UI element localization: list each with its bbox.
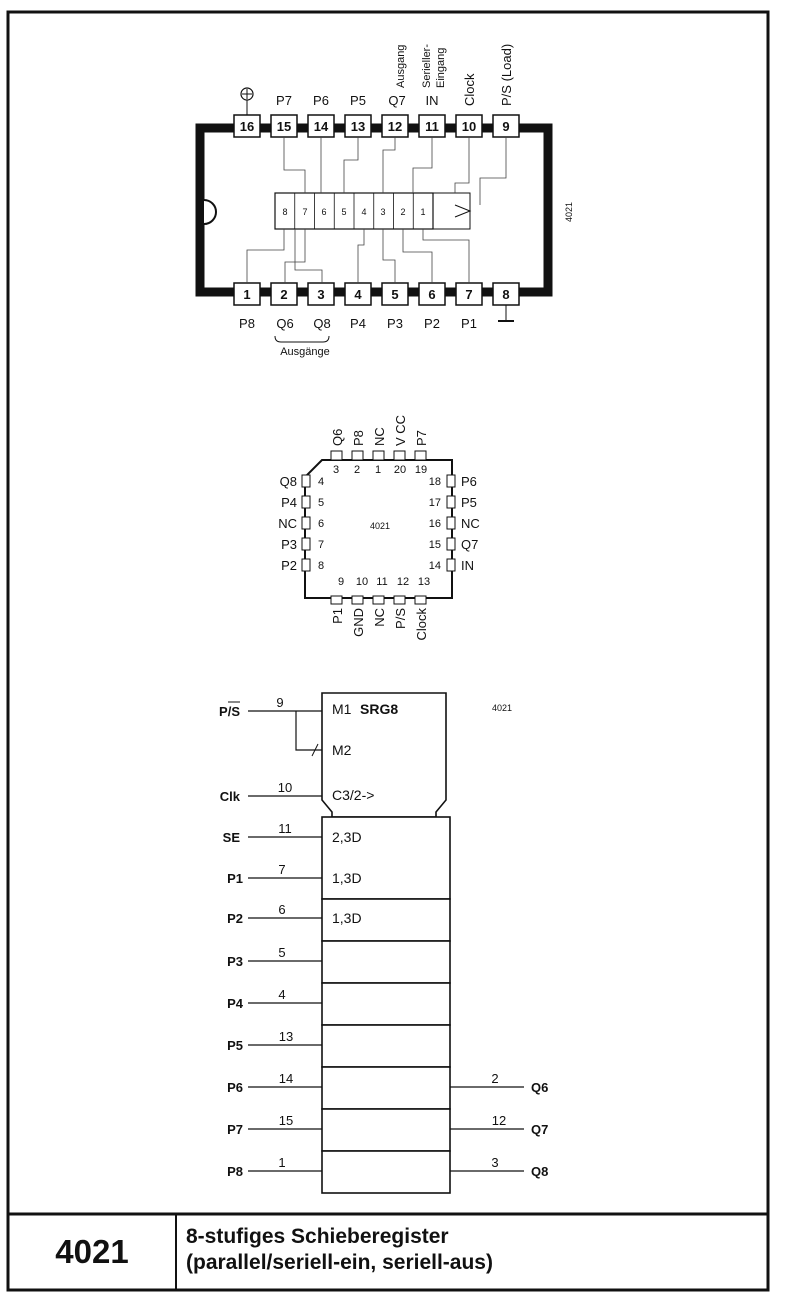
plcc-label-q6: Q6: [330, 428, 345, 446]
serial-outputs: [450, 1071, 548, 1179]
plcc-label-nc-right: NC: [461, 516, 480, 531]
outputs-brace: [275, 336, 329, 342]
dip-pin-2: 2: [280, 287, 288, 302]
input-label-p8: P8: [227, 1164, 243, 1179]
plcc-label-p3: P3: [281, 537, 297, 552]
plcc-pin-11: 11: [376, 576, 388, 588]
dip-pin-10: 10: [461, 119, 477, 134]
dip-label-q6: Q6: [276, 316, 294, 331]
dip-pin-7: 7: [465, 287, 473, 302]
dip-top-labels: [241, 44, 514, 115]
ps-input-label: P/S: [219, 704, 240, 719]
dip-pin-3: 3: [317, 287, 325, 302]
dip-pin-14: 14: [313, 119, 329, 134]
input-pin-p8: 1: [278, 1155, 286, 1170]
dip-pin-12: 12: [387, 119, 403, 134]
plcc-label-q7: Q7: [461, 537, 479, 552]
plcc-label-nc-left: NC: [278, 516, 297, 531]
dip-pin-5: 5: [391, 287, 399, 302]
input-pin-p2: 6: [278, 902, 286, 917]
register-cell-2: 2: [400, 207, 406, 217]
input-label-p2: P2: [227, 911, 243, 926]
output-pin-q6: 2: [491, 1071, 499, 1086]
mode-m1: M1: [332, 701, 352, 717]
register-cell-4: 4: [361, 207, 367, 217]
dip-label-ausgaenge: Ausgänge: [280, 346, 330, 358]
input-label-p3: P3: [227, 954, 243, 969]
input-label-p7: P7: [227, 1122, 243, 1137]
plcc-pin-8: 8: [318, 560, 325, 572]
dip-pin-8: 8: [502, 287, 510, 302]
dip-pin-13: 13: [350, 119, 366, 134]
plcc-label-p5: P5: [461, 495, 477, 510]
register-cell-3: 3: [380, 207, 386, 217]
plcc-label-gnd: GND: [351, 608, 366, 637]
plcc-pin-16: 16: [428, 518, 441, 530]
dip-label-p3: P3: [387, 316, 403, 331]
plcc-label-q8: Q8: [279, 474, 297, 489]
mode-m2: M2: [332, 742, 352, 758]
dip-label-clock: Clock: [462, 73, 477, 106]
dip-label-p5: P5: [350, 93, 366, 108]
plcc-label-nc-top: NC: [372, 427, 387, 446]
register-title: SRG8: [360, 701, 399, 717]
dip-label-load: P/S (Load): [499, 43, 514, 106]
plcc-label-nc-bottom: NC: [372, 608, 387, 627]
plcc-label-p8: P8: [351, 430, 366, 446]
input-label-p4: P4: [227, 996, 243, 1011]
logic-symbol-diagram: [219, 693, 548, 1193]
plcc-pin-6: 6: [318, 518, 325, 530]
plcc-pin-17: 17: [428, 497, 441, 509]
plcc-pin-14: 14: [428, 560, 441, 572]
ps-pin-number: 9: [276, 695, 284, 710]
ground-symbol-icon: [498, 305, 514, 321]
plcc-label-vcc: V CC: [393, 414, 408, 446]
plcc-label-p2: P2: [281, 558, 297, 573]
plcc-pin-13: 13: [417, 576, 431, 588]
plcc-label-p4: P4: [281, 495, 297, 510]
plcc-pin-15: 15: [428, 539, 441, 551]
dip-pin-1: 1: [243, 287, 251, 302]
plcc-pin-3: 3: [332, 464, 340, 476]
dip-label-q7: Q7: [388, 93, 406, 108]
dip-label-p1: P1: [461, 316, 477, 331]
footer-part-number: 4021: [55, 1233, 129, 1270]
vcc-symbol-icon: [241, 88, 253, 115]
dip-label-q8: Q8: [313, 316, 331, 331]
plcc-pin-12: 12: [396, 576, 410, 588]
plcc-pin-19: 19: [414, 464, 428, 476]
plcc-label-p6: P6: [461, 474, 477, 489]
dip-label-p7: P7: [276, 93, 292, 108]
plcc-part-number: 4021: [369, 521, 391, 531]
clk-input-label: Clk: [219, 789, 240, 804]
plcc-pin-5: 5: [318, 497, 325, 509]
output-pin-q8: 3: [491, 1155, 499, 1170]
input-pin-p3: 5: [278, 945, 286, 960]
plcc-pin-2: 2: [353, 464, 361, 476]
dip-label-serieller: Serieller-: [421, 43, 433, 88]
plcc-pin-20: 20: [393, 464, 407, 476]
dip-pin-16: 16: [239, 119, 255, 134]
dip-label-p6: P6: [313, 93, 329, 108]
register-cell-1: 1: [420, 207, 426, 217]
plcc-label-p7: P7: [414, 430, 429, 446]
output-label-q7: Q7: [531, 1122, 549, 1137]
output-label-q6: Q6: [531, 1080, 549, 1095]
plcc-label-ps: P/S: [393, 608, 408, 629]
datasheet-footer: [8, 1214, 768, 1290]
dip-label-p8: P8: [239, 316, 255, 331]
output-pin-q7: 12: [491, 1113, 507, 1128]
footer-title: 8-stufiges Schieberegister: [186, 1225, 449, 1248]
plcc-label-clock: Clock: [414, 608, 429, 641]
plcc-pin-9: 9: [337, 576, 345, 588]
output-label-q8: Q8: [531, 1164, 549, 1179]
dip-pin-11: 11: [425, 119, 439, 134]
register-cell-7: 7: [302, 207, 308, 217]
dip-label-in: IN: [425, 93, 439, 108]
dip-label-eingang: Eingang: [435, 47, 447, 88]
input-pin-p6: 14: [278, 1071, 294, 1086]
register-cell-8: 8: [282, 207, 288, 217]
footer-description: [186, 1224, 493, 1276]
se-pin-number: 11: [278, 821, 292, 836]
dip-pin-6: 6: [428, 287, 436, 302]
plcc-package-diagram: [278, 415, 480, 641]
dip-pin-9: 9: [502, 119, 510, 134]
dip-pin-4: 4: [354, 287, 362, 302]
input-pin-p7: 15: [278, 1113, 294, 1128]
plcc-pin-4: 4: [318, 476, 325, 488]
plcc-label-in: IN: [461, 558, 474, 573]
dependency-p2: 1,3D: [332, 910, 362, 926]
register-cell-5: 5: [341, 207, 347, 217]
input-label-p5: P5: [227, 1038, 243, 1053]
plcc-pin-10: 10: [355, 576, 369, 588]
dip-part-number: 4021: [564, 201, 574, 222]
input-label-p6: P6: [227, 1080, 243, 1095]
dip-label-p2: P2: [424, 316, 440, 331]
input-pin-p1: 7: [278, 862, 286, 877]
dip-internal-register: [275, 193, 574, 229]
dip-pin-15: 15: [276, 119, 292, 134]
plcc-label-p1: P1: [330, 608, 345, 624]
se-dependency: 2,3D: [332, 829, 362, 845]
dip-notch: [204, 200, 216, 224]
se-input-label: SE: [222, 830, 240, 845]
input-pin-p4: 4: [278, 987, 286, 1002]
plcc-pin-1: 1: [374, 464, 382, 476]
plcc-pin-7: 7: [318, 539, 325, 551]
input-label-p1: P1: [227, 871, 243, 886]
clk-pin-number: 10: [277, 780, 293, 795]
dependency-p1: 1,3D: [332, 870, 362, 886]
input-pin-p5: 13: [278, 1029, 294, 1044]
plcc-pin-18: 18: [428, 476, 441, 488]
footer-subtitle: (parallel/seriell-ein, seriell-aus): [186, 1251, 493, 1274]
logic-part-number: 4021: [492, 703, 513, 713]
dip-label-p4: P4: [350, 316, 366, 331]
dip-bottom-labels: [239, 305, 514, 358]
dip-package-diagram: [200, 44, 574, 358]
dip-label-ausgang: Ausgang: [395, 44, 407, 88]
clock-dependency: C3/2->: [332, 787, 375, 803]
register-cell-6: 6: [321, 207, 327, 217]
